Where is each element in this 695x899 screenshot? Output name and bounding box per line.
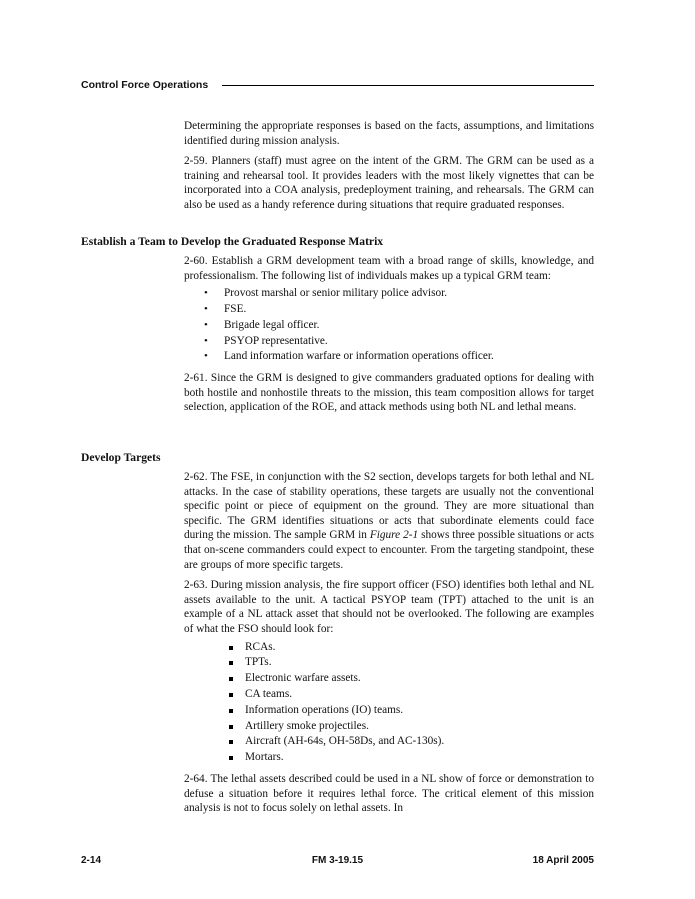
list-item: Aircraft (AH-64s, OH-58Ds, and AC-130s). [184,734,594,750]
page-number: 2-14 [81,855,102,866]
paragraph-2-61: 2-61. Since the GRM is designed to give commanders graduated options for dealing with both hostile and nonhostile threats to the mission, this team composition allows for target selection, application of the ROE, and attack methods using both NL and lethal means. [184,372,594,414]
paragraph-2-63: 2-63. During mission analysis, the fire support officer (FSO) identifies both lethal and NL assets available to the unit. A tactical PSYOP team (TPT) attached to the unit is an example of a NL attack asset that should not be overlooked. The following are examples of what the FSO should look for: [184,579,594,635]
round-bullet-icon: • [204,350,208,363]
square-bullet-icon [229,677,233,681]
figure-reference: Figure 2-1 [369,529,419,542]
paragraph-2-60: 2-60. Establish a GRM development team with a broad range of skills, knowledge, and professionalism. The following list of individuals makes up a typical GRM team: [184,255,594,282]
intro-paragraph: Determining the appropriate responses is based on the facts, assumptions, and limitations identified during mission analysis. [184,120,594,147]
running-header [81,78,594,94]
list-item: • Brigade legal officer. [184,318,594,334]
publication-date: 18 April 2005 [532,855,594,866]
square-bullet-icon [229,740,233,744]
round-bullet-icon: • [204,318,208,331]
fso-assets-list [184,640,594,766]
square-bullet-icon [229,725,233,729]
square-bullet-icon [229,756,233,760]
list-item: • PSYOP representative. [184,334,594,350]
round-bullet-icon: • [204,334,208,347]
list-item: TPTs. [184,655,594,671]
list-item: RCAs. [184,640,594,656]
list-item: Electronic warfare assets. [184,671,594,687]
list-item: Mortars. [184,750,594,766]
section-heading-develop-targets: Develop Targets [81,451,161,464]
square-bullet-icon [229,646,233,650]
paragraph-2-59: 2-59. Planners (staff) must agree on the intent of the GRM. The GRM can be used as a training and rehearsal tool. It provides leaders with the most likely vignettes that can be incorporated into a COA analysis, predeployment training, and rehearsals. The GRM can also be used as a handy reference during situations that require graduated responses. [184,155,594,211]
list-item: CA teams. [184,687,594,703]
running-footer [81,854,594,868]
list-item: Artillery smoke projectiles. [184,719,594,735]
list-item: Information operations (IO) teams. [184,703,594,719]
intro-block [184,119,594,213]
list-item: • Land information warfare or information operations officer. [184,349,594,365]
section-develop-targets-body [184,470,594,816]
list-item: • FSE. [184,302,594,318]
grm-team-list [184,286,594,365]
paragraph-2-62: 2-62. The FSE, in conjunction with the S2 section, develops targets for both lethal and NL attacks. In the case of stability operations, these targets are usually not the conventional specific point or piece of equipment on the ground. They are more situational than specific. The GRM identifies situations or acts that subordinate elements could face during the mission. The sample GRM in Figure 2-1 shows three possible situations or acts that on-scene commanders could expect to encounter. From the targeting standpoint, these are groups of more specific targets. [184,471,594,571]
manual-number: FM 3-19.15 [311,855,364,866]
list-item: • Provost marshal or senior military police advisor. [184,286,594,302]
square-bullet-icon [229,693,233,697]
square-bullet-icon [229,661,233,665]
header-rule [222,85,594,86]
paragraph-2-64: 2-64. The lethal assets described could be used in a NL show of force or demonstration to defuse a situation before it requires lethal force. The critical element of this mission analysis is not to focus solely on lethal assets. In [184,772,594,815]
round-bullet-icon: • [204,302,208,315]
round-bullet-icon: • [204,287,208,300]
square-bullet-icon [229,709,233,713]
header-title: Control Force Operations [81,79,209,91]
section-grm-team-body [184,254,594,415]
section-heading-grm-team: Establish a Team to Develop the Graduated Response Matrix [81,235,384,248]
